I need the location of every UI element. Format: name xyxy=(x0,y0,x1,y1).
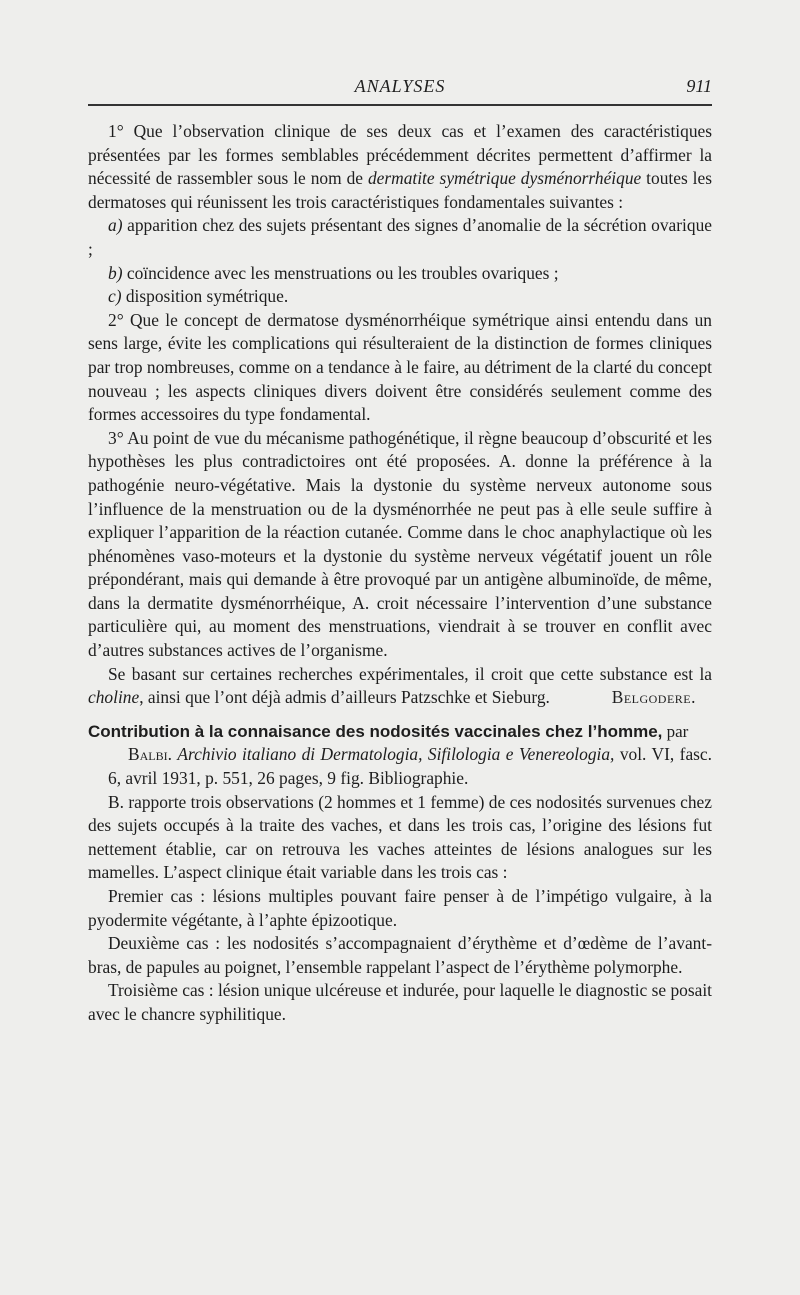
marker-a: a) xyxy=(108,215,123,236)
review-paragraph-2: Premier cas : lésions multiples pouvant faire penser à de l’impétigo vulgaire, à la pyodermite végétante, à l’aphte épizootique. xyxy=(88,886,712,930)
conclusion-1-end: toutes les dermatoses qui réunissent les trois caractéristiques fondamentales suivantes : xyxy=(88,168,712,212)
reviewer-signature: Belgodere. xyxy=(611,687,696,708)
term-choline: choline xyxy=(88,687,140,708)
review-heading xyxy=(88,720,712,744)
review-paragraph-3: Deuxième cas : les nodosités s’accompagnaient d’érythème et d’œdème de l’avant-bras, de papules au poignet, l’ensemble rappelant l’aspect de l’érythème polymorphe. xyxy=(88,933,712,977)
page-number: 911 xyxy=(686,76,712,96)
criterion-c-text: disposition symétrique. xyxy=(121,286,289,307)
criterion-a-text: apparition chez des sujets présentant des signes d’anomalie de la sécrétion ovarique ; xyxy=(88,215,712,259)
conclusion-1-text: 1° Que l’observation clinique de ses deux cas et l’examen des caractéristiques présentées par les formes semblables précédemment décrites permettent d’affirmer la nécessité de rassembler sous le nom de xyxy=(88,121,712,189)
running-head xyxy=(88,76,712,100)
conclusion-4-end: , ainsi que l’ont déjà admis d’ailleurs Patzschke et Sieburg. xyxy=(139,687,550,708)
author-name: Balbi. xyxy=(128,744,172,765)
conclusion-1 xyxy=(88,120,712,214)
review-paragraph-1: B. rapporte trois observations (2 hommes et 1 femme) de ces nodosités survenues chez des sujets occupés à la traite des vaches, et dans les trois cas, l’origine des lésions fut nettement établie, car on retrouva les vaches atteintes de lésions analogues sur les mamelles. L’aspect clinique était variable dans les trois cas : xyxy=(88,791,712,883)
running-title: ANALYSES xyxy=(354,76,446,96)
article-body xyxy=(88,120,712,1027)
conclusion-4-start: Se basant sur certaines recherches expérimentales, il croit que cette substance est la xyxy=(108,663,712,684)
section-gap xyxy=(88,710,712,720)
term-dermatite: dermatite symétrique dysménorrhéique xyxy=(367,168,642,189)
review-title: Contribution à la connaisance des nodosités vaccinales chez l’homme, xyxy=(88,721,663,741)
header-rule xyxy=(88,104,712,106)
bibliographic-reference xyxy=(88,743,712,790)
journal-name: Archivio italiano di Dermatologia, Sifilologia e Venereologia, xyxy=(177,744,615,765)
review-by: par xyxy=(662,721,689,741)
reference-details: vol. VI, fasc. 6, avril 1931, p. 551, 26 pages, 9 fig. Bibliographie. xyxy=(108,744,712,789)
criterion-a xyxy=(88,214,712,261)
marker-c: c) xyxy=(108,286,122,307)
conclusion-3: 3° Au point de vue du mécanisme pathogénétique, il règne beaucoup d’obscurité et les hypothèses les plus contradictoires ont été proposées. A. donne la préférence à la pathogénie neuro-végétative. Mais la dystonie du système nerveux autonome sous l’influence de la menstruation ou de la dysménorrhée ne peut pas à elle seule suffire à expliquer l’apparition de la réaction cutanée. Comme dans le choc anaphylactique où les phénomènes vaso-moteurs et la dystonie du système nerveux végétatif jouent un rôle prépondérant, mais qui demande à être provoqué par un antigène albuminoïde, de même, dans la dermatite dysménorrhéique, A. croit nécessaire l’intervention d’une substance particulière qui, au moment des menstruations, viendrait à se trouver en conflit avec d’autres substances actives de l’organisme. xyxy=(88,427,712,661)
criterion-b xyxy=(88,262,712,286)
review-paragraph-4: Troisième cas : lésion unique ulcéreuse et indurée, pour laquelle le diagnostic se posait avec le chancre syphilitique. xyxy=(88,980,713,1024)
conclusion-2: 2° Que le concept de dermatose dysménorrhéique symétrique ainsi entendu dans un sens large, évite les complications qui résulteraient de la distinction de formes cliniques par trop nombreuses, comme on a tendance à le faire, au détriment de la clarté du concept nouveau ; les aspects cliniques divers doivent être considérés seulement comme des formes accessoires du type fondamental. xyxy=(88,309,712,425)
criterion-c xyxy=(88,285,712,309)
criterion-b-text: coïncidence avec les menstruations ou les troubles ovariques ; xyxy=(122,262,559,283)
marker-b: b) xyxy=(108,262,123,283)
